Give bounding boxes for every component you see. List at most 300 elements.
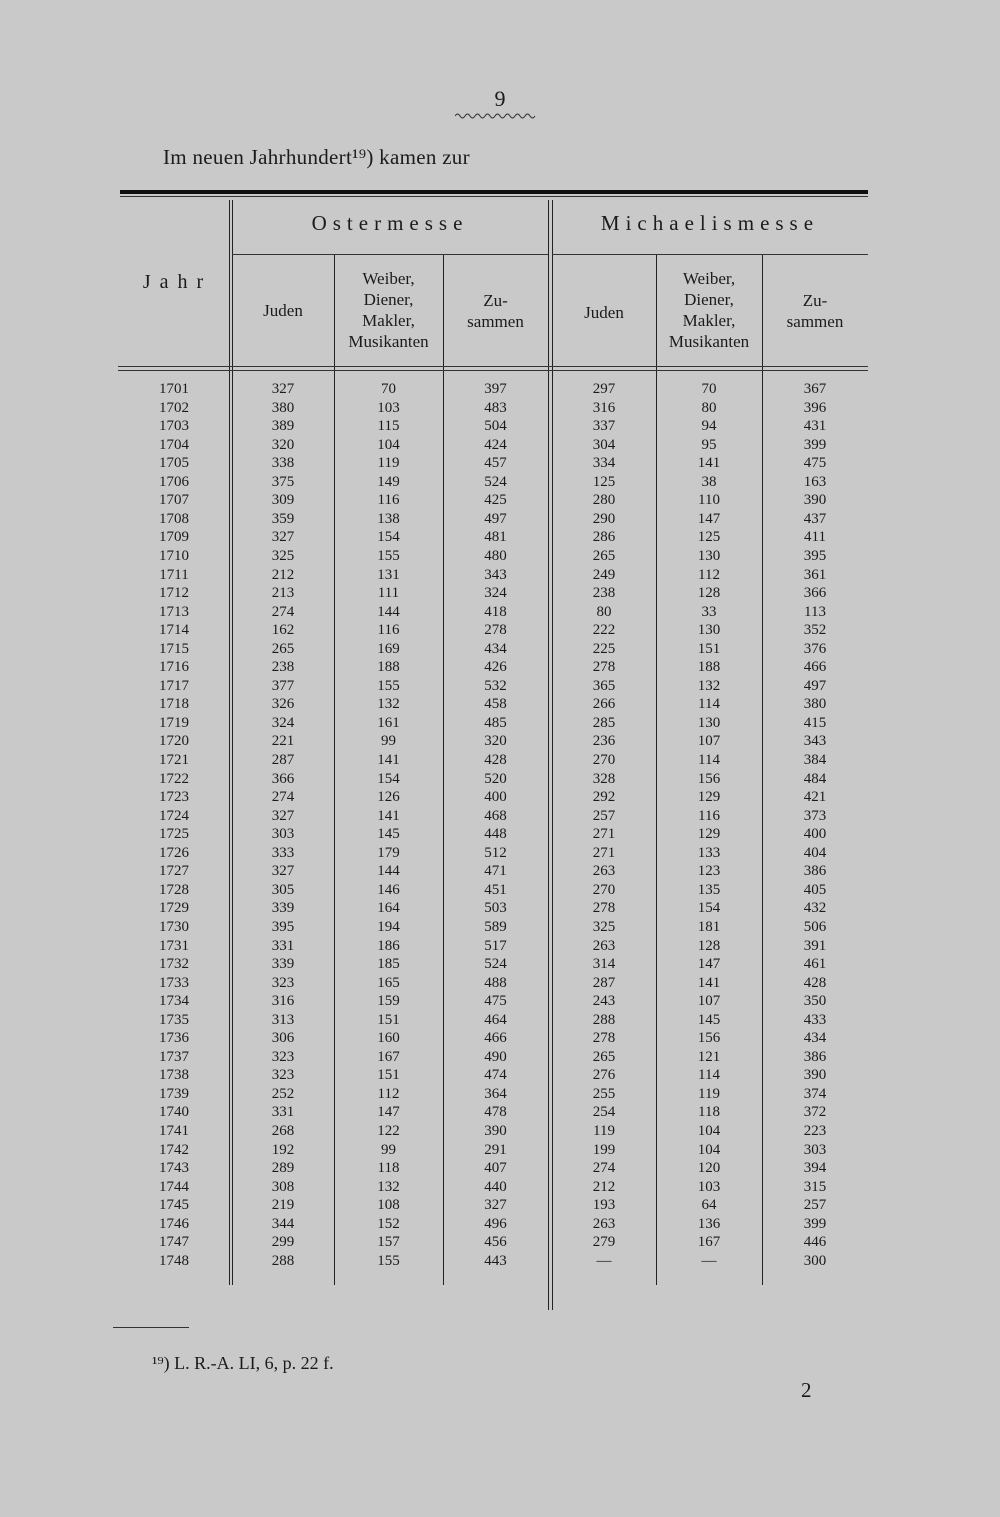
michaelis-zusammen-cell: 394 [803,1160,827,1177]
michaelis-juden-cell: 328 [592,770,616,787]
oster-weiber-cell: 144 [377,603,400,620]
michaelis-zusammen-cell: 506 [803,918,827,935]
oster-juden-cell: 323 [271,974,295,991]
oster-weiber-cell: 147 [377,1104,400,1121]
oster-weiber-cell: 118 [377,1160,400,1177]
oster-juden-cell: 212 [271,566,295,583]
oster-weiber-cell: 126 [377,789,400,806]
michaelis-juden-cell: 271 [592,826,616,843]
oster-weiber-cell: 169 [377,640,400,657]
column-rule [229,200,230,1285]
year-cell: 1724 [159,807,189,824]
michaelis-juden-cell: 304 [592,436,616,453]
michaelis-weiber-cell: 103 [697,1178,721,1195]
michaelis-juden-cell: — [596,1252,612,1269]
oster-juden-cell: 238 [271,659,295,676]
header-juden-oster: Juden [263,301,303,320]
oster-weiber-cell: 165 [377,974,400,991]
michaelis-weiber-cell: 147 [697,510,721,527]
michaelis-zusammen-cell: 461 [803,956,827,973]
michaelis-juden-cell: 334 [592,455,616,472]
oster-weiber-cell: 186 [377,937,400,954]
year-cell: 1735 [159,1011,189,1028]
oster-weiber-cell: 154 [377,529,400,546]
oster-zusammen-cell: 440 [484,1178,507,1195]
michaelis-weiber-cell: 188 [697,659,721,676]
oster-zusammen-cell: 443 [484,1252,507,1269]
footnote [152,1353,334,1374]
michaelis-zusammen-cell: 466 [803,659,827,676]
year-cell: 1705 [159,455,189,472]
oster-weiber-cell: 194 [377,918,400,935]
michaelis-juden-cell: 236 [592,733,616,750]
header-weiber-oster: Weiber, Diener, Makler, Musikanten [348,269,429,351]
oster-juden-cell: 219 [271,1197,295,1214]
group-header-rule [232,254,548,255]
michaelis-weiber-cell: 110 [698,492,720,509]
header-bottom-rule [118,366,868,367]
oster-juden-cell: 287 [271,752,295,768]
oster-zusammen-cell: 424 [484,436,507,453]
michaelis-zusammen-cell: 446 [803,1234,827,1251]
oster-zusammen-cell: 589 [484,918,507,935]
michaelis-zusammen-cell: 350 [803,993,827,1010]
oster-juden-cell: 333 [271,844,295,861]
oster-juden-cell: 327 [271,863,295,880]
year-cell: 1725 [159,826,189,843]
michaelis-weiber-cell: 120 [697,1160,721,1177]
michaelis-zusammen-cell: 497 [803,677,827,694]
michaelis-weiber-cell: 112 [698,566,720,583]
oster-zusammen-cell: 520 [484,770,507,787]
header-zusammen-michaelis: Zu- sammen [786,291,844,331]
oster-juden-cell: 323 [271,1048,295,1065]
oster-weiber-cell: 111 [377,585,400,602]
oster-juden-cell: 395 [271,918,295,935]
year-cell: 1708 [159,510,189,527]
oster-zusammen-cell: 428 [484,752,507,768]
michaelis-zusammen-cell: 395 [803,547,827,564]
michaelis-zusammen-cell: 386 [803,1048,827,1065]
michaelis-juden-cell: 263 [592,937,616,954]
michaelis-juden-cell: 254 [592,1104,616,1121]
year-cell: 1710 [159,547,189,564]
oster-weiber-cell: 144 [377,863,400,880]
oster-juden-cell: 324 [271,714,295,731]
michaelis-zusammen-cell: 376 [803,640,827,657]
oster-zusammen-cell: 468 [484,807,507,824]
michaelis-weiber-cell: 128 [697,585,721,602]
michaelis-zusammen-cell: 404 [803,844,827,861]
oster-weiber-cell: 155 [377,677,400,694]
michaelis-zusammen-cell: 390 [803,1067,827,1084]
michaelis-weiber-cell: 181 [697,918,721,935]
michaelis-zusammen-cell: 475 [803,455,827,472]
year-cell: 1731 [159,937,189,954]
michaelis-weiber-cell: 129 [697,826,721,843]
michaelis-zusammen-cell: 384 [803,752,827,768]
oster-zusammen-cell: 458 [484,696,507,713]
oster-juden-cell: 289 [271,1160,295,1177]
michaelis-weiber-cell: 114 [698,752,720,768]
oster-juden-cell: 327 [271,381,295,397]
oster-juden-cell: 320 [271,436,295,453]
oster-juden-cell: 162 [271,622,295,639]
oster-zusammen-cell: 481 [484,529,507,546]
michaelis-weiber-cell: 154 [697,900,721,917]
oster-weiber-cell: 159 [377,993,400,1010]
michaelis-juden-cell: 290 [592,510,616,527]
michaelis-zusammen-cell: 361 [803,566,827,583]
oster-juden-cell: 344 [271,1215,295,1232]
oster-zusammen-cell: 457 [484,455,507,472]
michaelis-zusammen-cell: 434 [803,1030,827,1047]
header-ostermesse: Ostermesse [311,211,469,235]
michaelis-juden-cell: 263 [592,1215,616,1232]
oster-zusammen-cell: 483 [484,399,507,416]
oster-juden-cell: 268 [271,1123,295,1139]
michaelis-zusammen-cell: 367 [803,381,827,397]
oster-zusammen-cell: 524 [484,473,507,490]
oster-weiber-cell: 115 [377,418,400,435]
michaelis-weiber-cell: 135 [697,881,721,898]
oster-juden-cell: 306 [271,1030,295,1047]
sheet-number: 2 [801,1378,812,1402]
oster-juden-cell: 326 [271,696,295,713]
header-jahr: J a h r [142,271,206,293]
oster-juden-cell: 323 [271,1067,295,1084]
oster-juden-cell: 288 [271,1252,295,1269]
michaelis-weiber-cell: 64 [701,1197,717,1214]
michaelis-weiber-cell: 125 [697,529,721,546]
oster-weiber-cell: 116 [377,622,400,639]
oster-juden-cell: 331 [271,937,295,954]
year-cell: 1704 [159,436,189,453]
oster-weiber-cell: 164 [377,900,400,917]
michaelis-zusammen-cell: 223 [803,1123,827,1139]
michaelis-juden-cell: 225 [592,640,616,657]
oster-zusammen-cell: 343 [484,566,507,583]
michaelis-juden-cell: 286 [592,529,616,546]
oster-zusammen-cell: 524 [484,956,507,973]
year-cell: 1701 [159,381,189,397]
oster-juden-cell: 339 [271,900,295,917]
year-cell: 1713 [159,603,189,620]
oster-weiber-cell: 112 [377,1085,400,1102]
michaelis-zusammen-cell: 432 [803,900,827,917]
oster-weiber-cell: 70 [381,381,396,397]
michaelis-juden-cell: 278 [592,900,616,917]
michaelis-weiber-cell: 141 [697,974,721,991]
michaelis-juden-cell: 316 [592,399,616,416]
michaelis-weiber-cell: 107 [697,733,721,750]
michaelis-juden-cell: 270 [592,752,616,768]
oster-zusammen-cell: 291 [484,1141,507,1158]
oster-juden-cell: 303 [271,826,295,843]
michaelis-juden-cell: 266 [592,696,616,713]
michaelis-juden-cell: 257 [592,807,616,824]
michaelis-zusammen-cell: 400 [803,826,827,843]
oster-zusammen-cell: 488 [484,974,507,991]
michaelis-weiber-cell: 145 [697,1011,721,1028]
michaelis-weiber-cell: 167 [697,1234,721,1251]
michaelis-juden-cell: 287 [592,974,616,991]
oster-zusammen-cell: 278 [484,622,507,639]
michaelis-weiber-cell: 104 [697,1141,721,1158]
michaelis-weiber-cell: 114 [698,1067,720,1084]
michaelis-weiber-cell: 104 [697,1123,721,1139]
michaelis-juden-cell: 365 [592,677,616,694]
oster-juden-cell: 265 [271,640,295,657]
michaelis-juden-cell: 212 [592,1178,616,1195]
michaelis-zusammen-cell: 433 [803,1011,827,1028]
year-cell: 1736 [159,1030,189,1047]
year-cell: 1739 [159,1085,189,1102]
year-cell: 1728 [159,881,189,898]
oster-weiber-cell: 152 [377,1215,400,1232]
michaelis-juden-cell: 222 [592,622,616,639]
oster-zusammen-cell: 400 [484,789,507,806]
michaelis-juden-cell: 337 [592,418,616,435]
header-michaelismesse: Michaelismesse [600,211,820,235]
michaelis-zusammen-cell: 428 [803,974,827,991]
group-header-rule [552,254,868,255]
michaelis-weiber-cell: 147 [697,956,721,973]
oster-weiber-cell: 99 [381,1141,396,1158]
oster-juden-cell: 327 [271,807,295,824]
oster-weiber-cell: 151 [377,1067,400,1084]
michaelis-weiber-cell: 130 [697,547,721,564]
year-cell: 1744 [159,1178,189,1195]
michaelis-juden-cell: 314 [592,956,616,973]
oster-zusammen-cell: 503 [484,900,507,917]
year-cell: 1702 [159,399,189,416]
oster-zusammen-cell: 464 [484,1011,507,1028]
year-cell: 1745 [159,1197,189,1214]
oster-weiber-cell: 116 [377,492,400,509]
michaelis-weiber-cell: 114 [698,696,720,713]
michaelis-zusammen-cell: 352 [803,622,827,639]
michaelis-juden-cell: 193 [592,1197,616,1214]
page-number: 9 [494,86,506,111]
oster-zusammen-cell: 425 [484,492,507,509]
oster-weiber-cell: 155 [377,547,400,564]
header-juden-michaelis: Juden [584,303,624,322]
oster-juden-cell: 308 [271,1178,295,1195]
michaelis-juden-cell: 292 [592,789,616,806]
oster-zusammen-cell: 390 [484,1123,507,1139]
michaelis-weiber-cell: 133 [697,844,721,861]
oster-weiber-cell: 160 [377,1030,400,1047]
year-cell: 1722 [159,770,189,787]
michaelis-juden-cell: 278 [592,1030,616,1047]
oster-weiber-cell: 108 [377,1197,400,1214]
michaelis-zusammen-cell: 390 [803,492,827,509]
oster-juden-cell: 325 [271,547,295,564]
oster-weiber-cell: 167 [377,1048,400,1065]
year-cell: 1714 [159,622,189,639]
oster-juden-cell: 380 [271,399,295,416]
year-cell: 1730 [159,918,189,935]
oster-juden-cell: 305 [271,881,295,898]
oster-weiber-cell: 132 [377,1178,400,1195]
year-cell: 1740 [159,1104,189,1121]
michaelis-zusammen-cell: 484 [803,770,827,787]
oster-zusammen-cell: 480 [484,547,507,564]
michaelis-zusammen-cell: 391 [803,937,827,954]
oster-weiber-cell: 122 [377,1123,400,1139]
oster-weiber-cell: 146 [377,881,400,898]
oster-zusammen-cell: 451 [484,881,507,898]
oster-weiber-cell: 151 [377,1011,400,1028]
michaelis-juden-cell: 297 [592,381,616,397]
intro-text: Im neuen Jahrhundert¹⁹) kamen zur [163,145,470,169]
oster-zusammen-cell: 426 [484,659,507,676]
michaelis-zusammen-cell: 380 [803,696,827,713]
michaelis-juden-cell: 325 [592,918,616,935]
year-cell: 1715 [159,640,189,657]
footnote-text: L. R.-A. LI, 6, p. 22 f. [174,1353,334,1373]
michaelis-juden-cell: 276 [592,1067,616,1084]
oster-juden-cell: 366 [271,770,295,787]
oster-zusammen-cell: 517 [484,937,507,954]
table-top-rule [120,190,868,194]
oster-juden-cell: 252 [271,1085,295,1102]
michaelis-weiber-cell: 33 [701,603,717,620]
oster-weiber-cell: 155 [377,1252,400,1269]
oster-zusammen-cell: 496 [484,1215,507,1232]
oster-weiber-cell: 145 [377,826,400,843]
oster-zusammen-cell: 466 [484,1030,507,1047]
oster-juden-cell: 327 [271,529,295,546]
year-cell: 1720 [159,733,189,750]
year-cell: 1738 [159,1067,189,1084]
michaelis-juden-cell: 265 [592,1048,616,1065]
michaelis-juden-cell: 278 [592,659,616,676]
year-cell: 1709 [159,529,189,546]
oster-juden-cell: 377 [271,677,295,694]
michaelis-juden-cell: 280 [592,492,616,509]
michaelis-zusammen-cell: 374 [803,1085,827,1102]
michaelis-juden-cell: 270 [592,881,616,898]
oster-juden-cell: 331 [271,1104,295,1121]
michaelis-zusammen-cell: 399 [803,1215,827,1232]
year-cell: 1741 [159,1123,189,1139]
michaelis-zusammen-cell: 431 [803,418,827,435]
year-cell: 1719 [159,714,189,731]
year-cell: 1718 [159,696,189,713]
michaelis-zusammen-cell: 315 [803,1178,827,1195]
footnote-rule [113,1327,189,1328]
michaelis-juden-cell: 199 [592,1141,616,1158]
oster-juden-cell: 316 [271,993,295,1010]
michaelis-zusammen-cell: 373 [803,807,827,824]
oster-zusammen-cell: 320 [484,733,507,750]
year-cell: 1727 [159,863,189,880]
michaelis-zusammen-cell: 399 [803,436,827,453]
michaelis-zusammen-cell: 113 [804,603,826,620]
oster-zusammen-cell: 448 [484,826,507,843]
michaelis-juden-cell: 125 [592,473,616,490]
michaelis-juden-cell: 288 [592,1011,616,1028]
oster-zusammen-cell: 397 [484,381,507,397]
michaelis-weiber-cell: 118 [698,1104,720,1121]
michaelis-weiber-cell: 130 [697,714,721,731]
michaelis-weiber-cell: 130 [697,622,721,639]
year-cell: 1716 [159,659,189,676]
year-cell: 1747 [159,1234,189,1251]
header-bottom-rule [118,370,868,371]
oster-juden-cell: 339 [271,956,295,973]
michaelis-zusammen-cell: 300 [803,1252,827,1269]
michaelis-weiber-cell: 121 [697,1048,721,1065]
oster-zusammen-cell: 471 [484,863,507,880]
michaelis-weiber-cell: — [701,1252,717,1269]
year-cell: 1742 [159,1141,189,1158]
oster-zusammen-cell: 418 [484,603,507,620]
oster-weiber-cell: 99 [381,733,396,750]
michaelis-zusammen-cell: 437 [803,510,827,527]
year-cell: 1717 [159,677,189,694]
oster-zusammen-cell: 512 [484,844,507,861]
oster-weiber-cell: 149 [377,473,400,490]
michaelis-zusammen-cell: 421 [803,789,827,806]
footnote-marker: ¹⁹) [152,1353,170,1373]
oster-weiber-cell: 161 [377,714,400,731]
oster-zusammen-cell: 364 [484,1085,507,1102]
michaelis-weiber-cell: 156 [697,1030,721,1047]
michaelis-juden-cell: 119 [593,1123,615,1139]
oster-zusammen-cell: 324 [484,585,507,602]
michaelis-juden-cell: 243 [592,993,616,1010]
oster-weiber-cell: 179 [377,844,400,861]
michaelis-juden-cell: 271 [592,844,616,861]
oster-weiber-cell: 103 [377,399,400,416]
year-cell: 1732 [159,956,189,973]
oster-weiber-cell: 104 [377,436,400,453]
oster-juden-cell: 213 [271,585,295,602]
year-cell: 1734 [159,993,189,1010]
michaelis-weiber-cell: 95 [701,436,717,453]
year-cell: 1721 [159,752,189,768]
year-cell: 1723 [159,789,189,806]
year-cell: 1743 [159,1160,189,1177]
michaelis-weiber-cell: 38 [701,473,717,490]
michaelis-zusammen-cell: 372 [803,1104,827,1121]
michaelis-juden-cell: 249 [592,566,616,583]
michaelis-weiber-cell: 116 [698,807,720,824]
michaelis-weiber-cell: 129 [697,789,721,806]
oster-zusammen-cell: 456 [484,1234,507,1251]
header-zusammen-oster: Zu- sammen [467,291,524,331]
michaelis-weiber-cell: 107 [697,993,721,1010]
oster-zusammen-cell: 497 [484,510,507,527]
michaelis-juden-cell: 279 [592,1234,616,1251]
oster-weiber-cell: 119 [377,455,400,472]
table-top-rule-thin [120,196,868,197]
michaelis-zusammen-cell: 366 [803,585,827,602]
oster-zusammen-cell: 475 [484,993,507,1010]
oster-zusammen-cell: 434 [484,640,507,657]
oster-juden-cell: 338 [271,455,295,472]
header-weiber-michaelis: Weiber, Diener, Makler, Musikanten [668,269,750,351]
michaelis-weiber-cell: 136 [697,1215,721,1232]
michaelis-juden-cell: 80 [596,603,612,620]
michaelis-weiber-cell: 151 [697,640,721,657]
oster-juden-cell: 192 [271,1141,295,1158]
year-cell: 1729 [159,900,189,917]
michaelis-zusammen-cell: 386 [803,863,827,880]
